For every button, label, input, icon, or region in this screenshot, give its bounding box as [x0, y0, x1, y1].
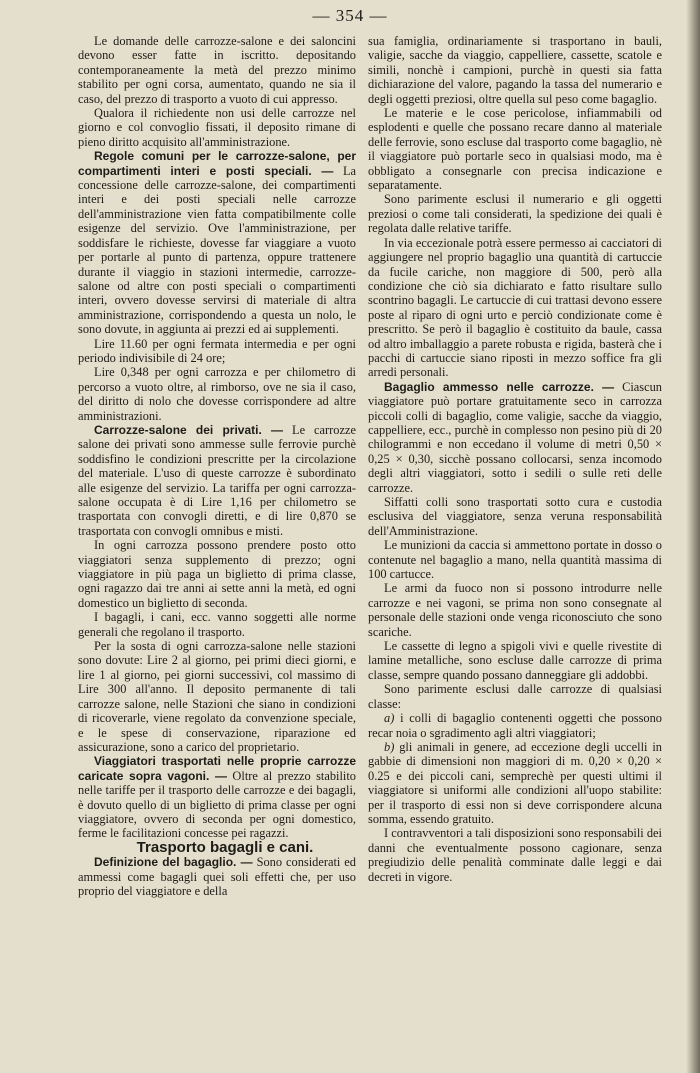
page-edge-shadow [686, 0, 700, 1073]
paragraph: I contravventori a tali disposizioni sono responsabili dei danni che eventualmente possono cagionare, senza pregiudizio delle penalità comminate dalle leggi e dai decreti in vigore. [368, 826, 662, 884]
paragraph: Le domande delle carrozze-salone e dei saloncini devono esser fatte in iscritto. depositando contemporaneamente la metà del prezzo minimo stabilito per ogni corsa, aumentato, quando ne sia il caso, del prezzo di trasporto a vuoto di cui appresso. [78, 34, 356, 106]
paragraph: Per la sosta di ogni carrozza-salone nelle stazioni sono dovute: Lire 2 al giorno, pei primi dieci giorni, e lire 1 al giorno, pei giorni successivi, col massimo di Lire 300 all'anno. Il deposito permanente di tali carrozze salone, nelle Stazioni che siano in condizioni di ricoverarle, viene regolato da convenzione speciale, e le spese di conservazione, riparazione ed assicurazione, sono a carico del proprietario. [78, 639, 356, 754]
paragraph: Bagaglio ammesso nelle carrozze. — Ciascun viaggiatore può portare gratuitamente seco in carrozza piccoli colli di bagaglio, come valigie, sacche da viaggio, cappelliere, ecc., purchè in complesso non pesino più di 20 chilogrammi e non eccedano il volume di metri 0,50 × 0,25 × 0,30, sicchè possano collocarsi, senza incomodo degli altri viaggiatori, sotto i sedili o sulle reti delle carrozze. [368, 379, 662, 495]
paragraph-heading: Bagaglio ammesso nelle carrozze. — [384, 379, 615, 394]
paragraph-heading: Carrozze-salone dei privati. — [94, 422, 284, 437]
paragraph: Le materie e le cose pericolose, infiammabili od esplodenti e quelle che possano recare danno al materiale delle ferrovie, sono escluse dal trasporto come bagaglio, nè il viaggiatore può portarle seco in qualsiasi modo, ma è obbligato a consegnarle con precisa indicazione e separatamente. [368, 106, 662, 193]
paragraph: I bagagli, i cani, ecc. vanno soggetti alle norme generali che regolano il trasporto. [78, 610, 356, 639]
list-item: a) i colli di bagaglio contenenti oggetti che possono recar noia o sgradimento agli altri viaggiatori; [368, 711, 662, 740]
paragraph: Lire 11.60 per ogni fermata intermedia e per ogni periodo indivisibile di 24 ore; [78, 336, 356, 365]
page-number: — 354 — [312, 6, 388, 25]
paragraph: Qualora il richiedente non usi delle carrozze nel giorno e col convoglio fissati, il deposito rimane di pieno diritto acquisito all'amministrazione. [78, 106, 356, 149]
paragraph-heading: Definizione del bagaglio. — [94, 855, 253, 870]
paragraph: Regole comuni per le carrozze-salone, per compartimenti interi e posti speciali. — La concessione delle carrozze-salone, dei compartimenti interi e dei posti speciali nelle carrozze dell'amministrazione vien fatta compatibilmente colle esigenze del servizio. Ove l'amministrazione, per soddisfare le richieste, dovesse far viaggiare a vuoto per portarle al punto di partenza, oppure trattenere durante il viaggio in stazioni intermedie, carrozze-salone od altre con posti speciali o compartimenti interi, ovvero dovesse servirsi di materiale di altra amministrazione, corrispondendo a questa un nolo, le sono dovute, in aggiunta ai prezzi ed ai supplementi. [78, 149, 357, 337]
list-marker: b) [384, 739, 395, 754]
paragraph: Sono parimente esclusi il numerario e gli oggetti preziosi o come tali considerati, la spedizione dei quali è regolata dalle relative tariffe. [368, 192, 662, 236]
paragraph-heading: Regole comuni per le carrozze-salone, per compartimenti interi e posti speciali. — [78, 149, 356, 178]
paragraph: sua famiglia, ordinariamente si trasportano in bauli, valigie, sacche da viaggio, cappelliere, cassette, scatole e simili, nonchè i campioni, purchè in questi sia fatta dichiarazione del valore, pagando la tassa del numerario e degli oggetti preziosi, oltre quella sul peso come bagaglio. [368, 34, 662, 106]
paragraph: Sono parimente esclusi dalle carrozze di qualsiasi classe: [368, 682, 662, 711]
paragraph-heading: Viaggiatori trasportati nelle proprie carrozze caricate sopra vagoni. — [78, 754, 356, 783]
paragraph: Le munizioni da caccia si ammettono portate in dosso o contenute nel bagaglio a mano, nella quantità massima di 100 cartucce. [368, 538, 662, 582]
paragraph: In via eccezionale potrà essere permesso ai cacciatori di aggiungere nel proprio bagaglio una quantità di cartuccie da fucile cariche, non maggiore di 500, però alla condizione che ciò sia dichiarato e fatto risultare sullo scontrino bagagli. Le cartuccie di cui trattasi devono essere poste al riparo di ogni urto e perciò condizionate come è prescritto. Se però il bagaglio è costituito da baule, cassa od altro imballaggio a parete robusta e rigida, basterà che i pacchi di cartuccie siano riposti in mezzo soffice fra gli arredi personali. [368, 235, 662, 380]
paragraph: Lire 0,348 per ogni carrozza e per chilometro di percorso a vuoto oltre, al rimborso, ove ne sia il caso, del diritto di nolo che dovesse corrispondere ad altre amministrazioni. [78, 365, 356, 423]
paragraph: Le cassette di legno a spigoli vivi e quelle rivestite di lamine metalliche, sono escluse dalle carrozze di prima classe, sempre quando possano danneggiare gli addobbi. [368, 639, 662, 682]
paragraph: Viaggiatori trasportati nelle proprie carrozze caricate sopra vagoni. — Oltre al prezzo stabilito nelle tariffe per il trasporto delle carrozze e dei bagagli, è dovuto quello di un biglietto di prima classe per ogni viaggiatore, ovvero di seconda per ogni domestico, ferme le facilitazioni concesse pei ragazzi. [78, 754, 356, 841]
right-column [368, 34, 662, 884]
list-item: b) gli animali in genere, ad eccezione degli uccelli in gabbie di dimensioni non maggiori di m. 0,20 × 0,20 × 0.25 e dei piccoli cani, semprechè per questi ultimi il viaggiatore si uniformi alle condizioni all'uopo stabilite: per il trasporto di essi non si deve corrispondere alcuna somma, essendo gratuito. [368, 739, 662, 826]
paragraph: Siffatti colli sono trasportati sotto cura e custodia esclusiva del viaggiatore, senza veruna responsabilità dell'Amministrazione. [368, 495, 662, 538]
paragraph: In ogni carrozza possono prendere posto otto viaggiatori senza supplemento di prezzo; ogni viaggiatore in più paga un biglietto di prima classe, ogni ragazzo dai tre anni ai sette anni la metà, ed ogni domestico un biglietto di seconda. [78, 538, 356, 610]
list-marker: a) [384, 711, 395, 726]
paragraph: Carrozze-salone dei privati. — Le carrozze salone dei privati sono ammesse sulle ferrovie purchè soddisfino le condizioni prescritte per la circolazione del materiale. L'uso di queste carrozze è subordinato alle esigenze del servizio. La tariffa per ogni carrozza-salone occupata è di Lire 1,16 per chilometro se trasportata con convogli diretti, e di lire 0,870 se trasportata con convogli omnibus e misti. [78, 422, 356, 538]
section-heading: Trasporto bagagli e cani. [136, 838, 314, 856]
paragraph: Le armi da fuoco non si possono introdurre nelle carrozze e nei vagoni, se prima non sono consegnate al personale delle stazioni onde venga riconosciuto che sono scariche. [368, 581, 662, 639]
left-column [78, 34, 356, 898]
paragraph: Definizione del bagaglio. — Sono considerati ed ammessi come bagagli quei soli effetti che, per uso proprio del viaggiatore e della [78, 855, 357, 898]
